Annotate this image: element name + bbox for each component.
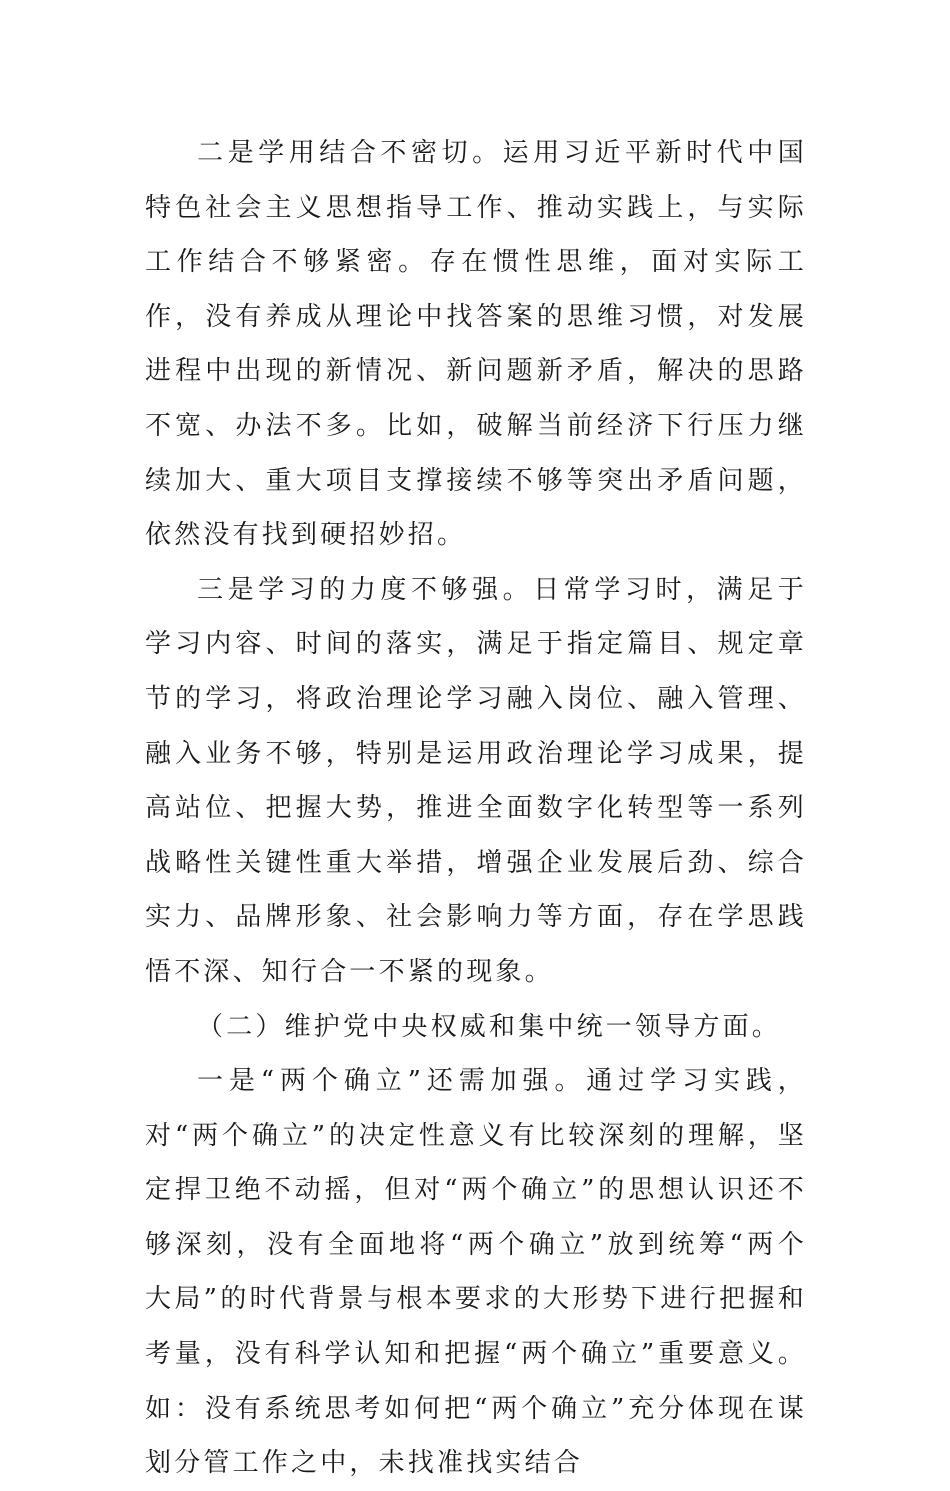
section-heading: （二）维护党中央权威和集中统一领导方面。 [197, 1011, 782, 1042]
paragraph-study-application: 二是学用结合不密切。运用习近平新时代中国特色社会主义思想指导工作、推动实践上，与实际工作结合不够紧密。存在惯性思维，面对实际工作，没有养成从理论中找答案的思维习惯，对发展进程中出现的新情况、新问题新矛盾，解决的思路不宽、办法不多。比如，破解当前经济下行压力继续加大、重大项目支撑接续不够等突出矛盾问题，依然没有找到硬招妙招。 [145, 138, 807, 551]
document-body [145, 126, 807, 1491]
paragraph-two-establishments: 一是“两个确立”还需加强。通过学习实践，对“两个确立”的决定性意义有比较深刻的理解，坚定捍卫绝不动摇，但对“两个确立”的思想认识还不够深刻，没有全面地将“两个确立”放到统筹“两个大局”的时代背景与根本要求的大形势下进行把握和考量，没有科学认知和把握“两个确立”重要意义。如：没有系统思考如何把“两个确立”充分体现在谋划分管工作之中，未找准找实结合 [145, 1066, 807, 1479]
paragraph-study-intensity: 三是学习的力度不够强。日常学习时，满足于学习内容、时间的落实，满足于指定篇目、规定章节的学习，将政治理论学习融入岗位、融入管理、融入业务不够，特别是运用政治理论学习成果，提高站位、把握大势，推进全面数字化转型等一系列战略性关键性重大举措，增强企业发展后劲、综合实力、品牌形象、社会影响力等方面，存在学思践悟不深、知行合一不紧的现象。 [145, 574, 807, 987]
